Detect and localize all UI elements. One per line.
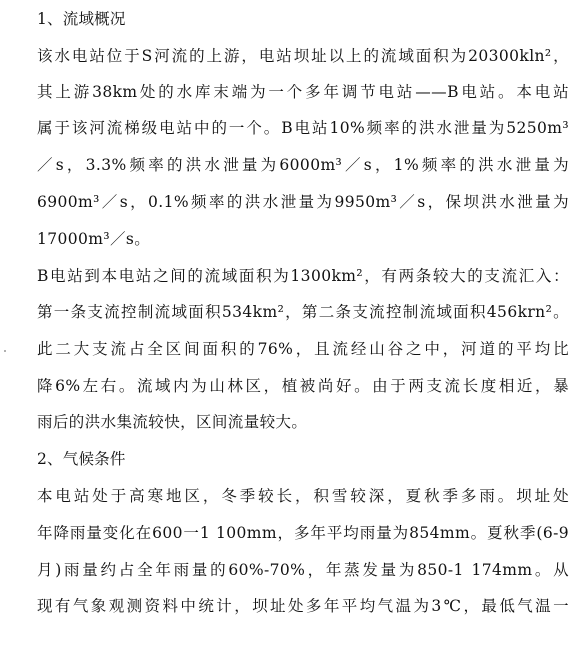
- paragraph-line: 年降雨量变化在600一1 100mm，多年平均雨量为854mm。夏秋季(6-9: [37, 524, 569, 542]
- paragraph-line: 此二大支流占全区间面积的76%，且流经山谷之中，河道的平均比: [37, 340, 569, 358]
- paragraph-line: 第一条支流控制流域面积534km²，第二条支流控制流域面积456krn²。: [37, 303, 569, 321]
- paragraph-line: 雨后的洪水集流较快，区间流量较大。: [37, 413, 308, 431]
- paragraph-line: 现有气象观测资料中统计，坝址处多年平均气温为3℃，最低气温一: [37, 597, 569, 615]
- paragraph-line: B电站到本电站之间的流域面积为1300km²，有两条较大的支流汇入：: [37, 267, 569, 285]
- paragraph-line: ／s，3.3%频率的洪水泄量为6000m³／s，1%频率的洪水泄量为: [37, 156, 569, 174]
- margin-mark: [4, 350, 6, 352]
- paragraph-line: 月)雨量约占全年雨量的60%-70%，年蒸发量为850-1 174mm。从: [37, 561, 569, 579]
- paragraph-line: 属于该河流梯级电站中的一个。B电站10%频率的洪水泄量为5250m³: [37, 119, 569, 137]
- paragraph-line: 降6%左右。流域内为山林区，植被尚好。由于两支流长度相近，暴: [37, 377, 569, 395]
- paragraph-line: 其上游38km处的水库末端为一个多年调节电站——B电站。本电站: [37, 83, 569, 101]
- paragraph-line: 该水电站位于S河流的上游，电站坝址以上的流域面积为20300kln²，: [37, 47, 569, 65]
- paragraph-line: 17000m³／s。: [37, 230, 151, 248]
- section-heading-climate: 2、气候条件: [37, 450, 126, 468]
- paragraph-line: 6900m³／s，0.1%频率的洪水泄量为9950m³／s，保坝洪水泄量为: [37, 193, 569, 211]
- paragraph-line: 本电站处于高寒地区，冬季较长，积雪较深，夏秋季多雨。坝址处: [37, 487, 569, 505]
- section-heading-basin: 1、流域概况: [37, 10, 126, 28]
